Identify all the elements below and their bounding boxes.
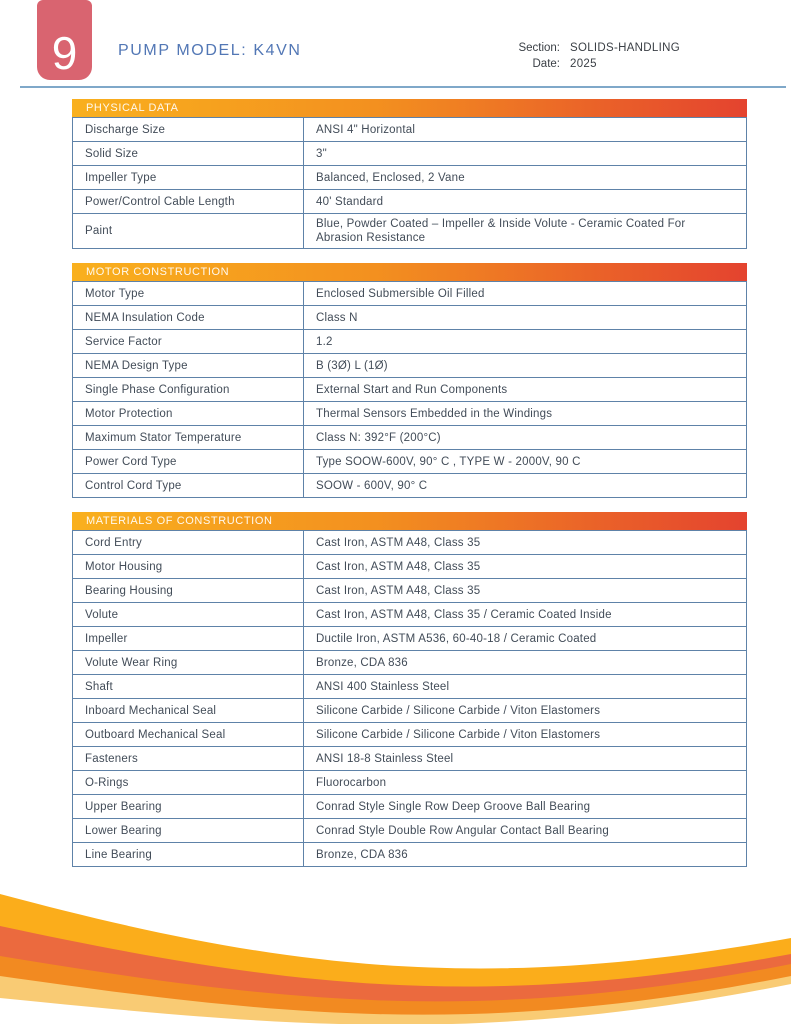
spec-label: Paint [73,214,304,249]
section-header-materials-of-construction: MATERIALS OF CONSTRUCTION [72,512,747,530]
spec-value: Type SOOW-600V, 90° C , TYPE W - 2000V, 90 C [304,450,747,474]
spec-value: ANSI 4" Horizontal [304,118,747,142]
spec-value: Ductile Iron, ASTM A536, 60-40-18 / Ceramic Coated [304,627,747,651]
table-row [73,118,747,142]
document-meta [478,40,680,72]
spec-value: 40' Standard [304,190,747,214]
header-divider [20,86,786,88]
spec-label: NEMA Design Type [73,354,304,378]
spec-value: Balanced, Enclosed, 2 Vane [304,166,747,190]
table-row [73,603,747,627]
table-row [73,819,747,843]
table-row [73,555,747,579]
table-row [73,723,747,747]
spec-label: Motor Housing [73,555,304,579]
spec-value: Bronze, CDA 836 [304,651,747,675]
date-value: 2025 [570,58,597,70]
spec-label: Volute [73,603,304,627]
spec-value: B (3Ø) L (1Ø) [304,354,747,378]
spec-value: 1.2 [304,330,747,354]
spec-label: Control Cord Type [73,474,304,498]
spec-label: Maximum Stator Temperature [73,426,304,450]
spec-label: Solid Size [73,142,304,166]
spec-value: Fluorocarbon [304,771,747,795]
materials-of-construction-table [72,530,747,867]
spec-value: Conrad Style Double Row Angular Contact Ball Bearing [304,819,747,843]
wave-red-orange-band [0,924,791,1001]
spec-value: Bronze, CDA 836 [304,843,747,867]
table-row [73,214,747,249]
spec-label: NEMA Insulation Code [73,306,304,330]
spec-value: 3" [304,142,747,166]
table-row [73,330,747,354]
section-value: SOLIDS-HANDLING [570,42,680,54]
spec-value: Cast Iron, ASTM A48, Class 35 [304,555,747,579]
section-physical-data [72,99,747,249]
page-title: PUMP MODEL: K4VN [118,42,302,59]
table-row [73,426,747,450]
table-row [73,843,747,867]
table-row [73,402,747,426]
section-header-physical-data: PHYSICAL DATA [72,99,747,117]
table-body [73,282,747,498]
spec-value: Cast Iron, ASTM A48, Class 35 [304,579,747,603]
table-row [73,474,747,498]
motor-construction-table [72,281,747,498]
table-row [73,699,747,723]
section-motor-construction [72,263,747,498]
table-row [73,771,747,795]
spec-label: Bearing Housing [73,579,304,603]
spec-label: Cord Entry [73,531,304,555]
table-row [73,795,747,819]
table-row [73,142,747,166]
spec-label: Service Factor [73,330,304,354]
table-row [73,190,747,214]
spec-value: Enclosed Submersible Oil Filled [304,282,747,306]
spec-value: Conrad Style Single Row Deep Groove Ball Bearing [304,795,747,819]
section-label: Section: [518,42,560,54]
spec-label: Motor Protection [73,402,304,426]
spec-value: SOOW - 600V, 90° C [304,474,747,498]
date-label: Date: [532,58,560,70]
spec-value: Silicone Carbide / Silicone Carbide / Viton Elastomers [304,699,747,723]
table-row [73,378,747,402]
wave-pale-band [0,974,791,1024]
spec-label: Single Phase Configuration [73,378,304,402]
table-row [73,282,747,306]
spec-value: ANSI 400 Stainless Steel [304,675,747,699]
spec-label: Impeller Type [73,166,304,190]
spec-value: Cast Iron, ASTM A48, Class 35 / Ceramic Coated Inside [304,603,747,627]
table-row [73,579,747,603]
physical-data-table [72,117,747,249]
table-row [73,450,747,474]
table-body [73,531,747,867]
spec-label: Inboard Mechanical Seal [73,699,304,723]
table-row [73,306,747,330]
spec-value: Thermal Sensors Embedded in the Windings [304,402,747,426]
table-row [73,627,747,651]
table-row [73,675,747,699]
spec-label: Line Bearing [73,843,304,867]
spec-value: Blue, Powder Coated – Impeller & Inside Volute - Ceramic Coated For Abrasion Resistance [304,214,747,249]
spec-content [72,99,747,881]
page-number: 9 [51,27,78,79]
spec-label: Discharge Size [73,118,304,142]
section-header-motor-construction: MOTOR CONSTRUCTION [72,263,747,281]
spec-label: Fasteners [73,747,304,771]
spec-label: Motor Type [73,282,304,306]
table-row [73,354,747,378]
footer-wave-decoration [0,874,791,1024]
spec-value: Class N: 392°F (200°C) [304,426,747,450]
table-body [73,118,747,249]
page-number-badge [37,0,92,80]
spec-value: Class N [304,306,747,330]
spec-label: Volute Wear Ring [73,651,304,675]
spec-label: Power/Control Cable Length [73,190,304,214]
spec-value: Cast Iron, ASTM A48, Class 35 [304,531,747,555]
table-row [73,747,747,771]
table-row [73,651,747,675]
spec-label: Upper Bearing [73,795,304,819]
spec-label: Impeller [73,627,304,651]
spec-label: Outboard Mechanical Seal [73,723,304,747]
spec-value: External Start and Run Components [304,378,747,402]
table-row [73,166,747,190]
spec-label: Lower Bearing [73,819,304,843]
wave-gold-band [0,894,791,986]
table-row [73,531,747,555]
spec-value: Silicone Carbide / Silicone Carbide / Viton Elastomers [304,723,747,747]
spec-label: O-Rings [73,771,304,795]
section-materials-of-construction [72,512,747,867]
spec-label: Power Cord Type [73,450,304,474]
wave-orange-band [0,954,791,1015]
spec-value: ANSI 18-8 Stainless Steel [304,747,747,771]
spec-label: Shaft [73,675,304,699]
